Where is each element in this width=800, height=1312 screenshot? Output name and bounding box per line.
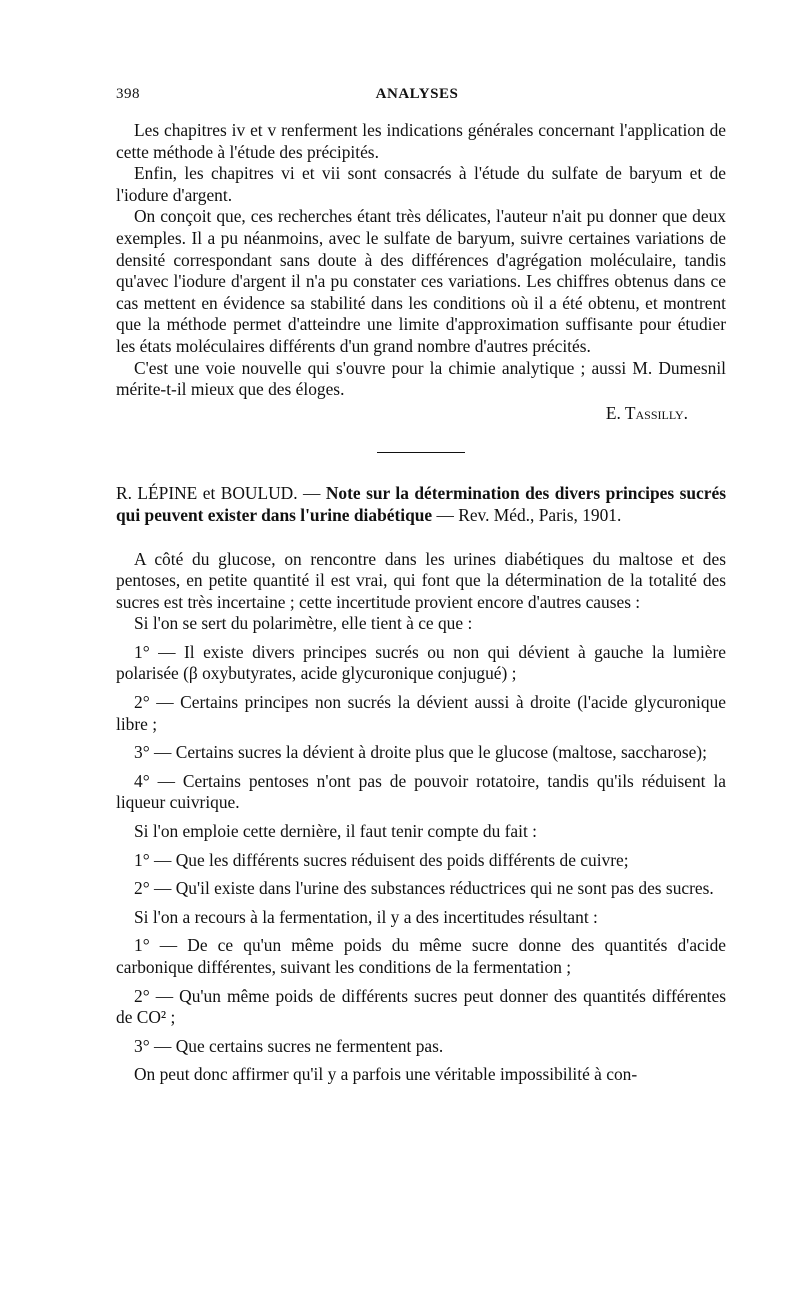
review2-paragraph: 2° — Qu'il existe dans l'urine des substances réductrices qui ne sont pas des sucres. <box>134 878 714 899</box>
review2-paragraph: Si l'on emploie cette dernière, il faut tenir compte du fait : <box>134 821 537 842</box>
review2-paragraph: A côté du glucose, on rencontre dans les urines diabétiques du maltose et des pentoses, en petite quantité il est vrai, qui font que la détermination de la totalité des sucres est très incertaine ; cette incertitude provient encore d'autres causes : <box>116 548 726 612</box>
review2-paragraph: 1° — Il existe divers principes sucrés ou non qui dévient à gauche la lumière polarisée (β oxybutyrates, acide glycuronique conjugué) ; <box>116 641 726 684</box>
review1-paragraph: Les chapitres iv et v renferment les indications générales concernant l'application de cette méthode à l'étude des précipités. <box>116 120 726 162</box>
citation-title: Note sur la détermination des divers principes sucrés qui peuvent exister dans l'urine diabétique <box>116 483 726 525</box>
review1-paragraph: On conçoit que, ces recherches étant très délicates, l'auteur n'ait pu donner que deux exemples. Il a pu néanmoins, avec le sulfate de baryum, suivre certaines variations de densité correspondant sans doute à des différences d'agrégation moléculaire, tandis qu'avec l'iodure d'argent il n'a pu constater ces variations. Les chiffres obtenus dans ce cas mettent en évidence sa stabilité dans les conditions où il a été obtenu, et montrent que la méthode permet d'atteindre une limite d'approximation suffisante pour étudier les états moléculaires différents d'un grand nombre d'autres précités. <box>116 206 726 356</box>
review1-paragraph: C'est une voie nouvelle qui s'ouvre pour la chimie analytique ; aussi M. Dumesnil mérite-t-il mieux que des éloges. <box>116 357 726 400</box>
review2-paragraph: 1° — Que les différents sucres réduisent des poids différents de cuivre; <box>134 849 629 870</box>
review2-paragraph: 3° — Que certains sucres ne fermentent pas. <box>134 1035 444 1056</box>
review2-body <box>116 549 726 1086</box>
section-divider <box>377 452 465 453</box>
citation-authors: R. LÉPINE et BOULUD. <box>116 483 298 504</box>
review2-paragraph: 3° — Certains sucres la dévient à droite plus que le glucose (maltose, saccharose); <box>134 742 707 763</box>
running-title: ANALYSES <box>375 86 459 102</box>
review2-paragraph: Si l'on se sert du polarimètre, elle tient à ce que : <box>134 613 473 634</box>
review2-paragraph: Si l'on a recours à la fermentation, il y a des incertitudes résultant : <box>134 906 598 927</box>
review2-paragraph: On peut donc affirmer qu'il y a parfois une véritable impossibilité à con- <box>134 1064 638 1085</box>
review2-paragraph: 1° — De ce qu'un même poids du même sucre donne des quantités d'acide carbonique différentes, suivant les conditions de la fermentation ; <box>116 935 726 977</box>
review2-paragraph: 2° — Qu'un même poids de différents sucres peut donner des quantités différentes de CO² ; <box>116 985 726 1028</box>
citation-dash: — <box>297 483 326 504</box>
review1-paragraph: Enfin, les chapitres vi et vii sont consacrés à l'étude du sulfate de baryum et de l'iodure d'argent. <box>116 163 726 205</box>
citation-source: — Rev. Méd., Paris, 1901. <box>432 504 622 525</box>
page-number: 398 <box>116 86 140 102</box>
review2-citation <box>116 483 726 526</box>
page-body <box>116 120 726 1086</box>
review2-paragraph: 2° — Certains principes non sucrés la dévient aussi à droite (l'acide glycuronique libre ; <box>116 692 726 734</box>
review2-paragraph: 4° — Certains pentoses n'ont pas de pouvoir rotatoire, tandis qu'ils réduisent la liqueur cuivrique. <box>116 770 726 813</box>
reviewer-signature: E. Tassilly. <box>605 402 688 423</box>
